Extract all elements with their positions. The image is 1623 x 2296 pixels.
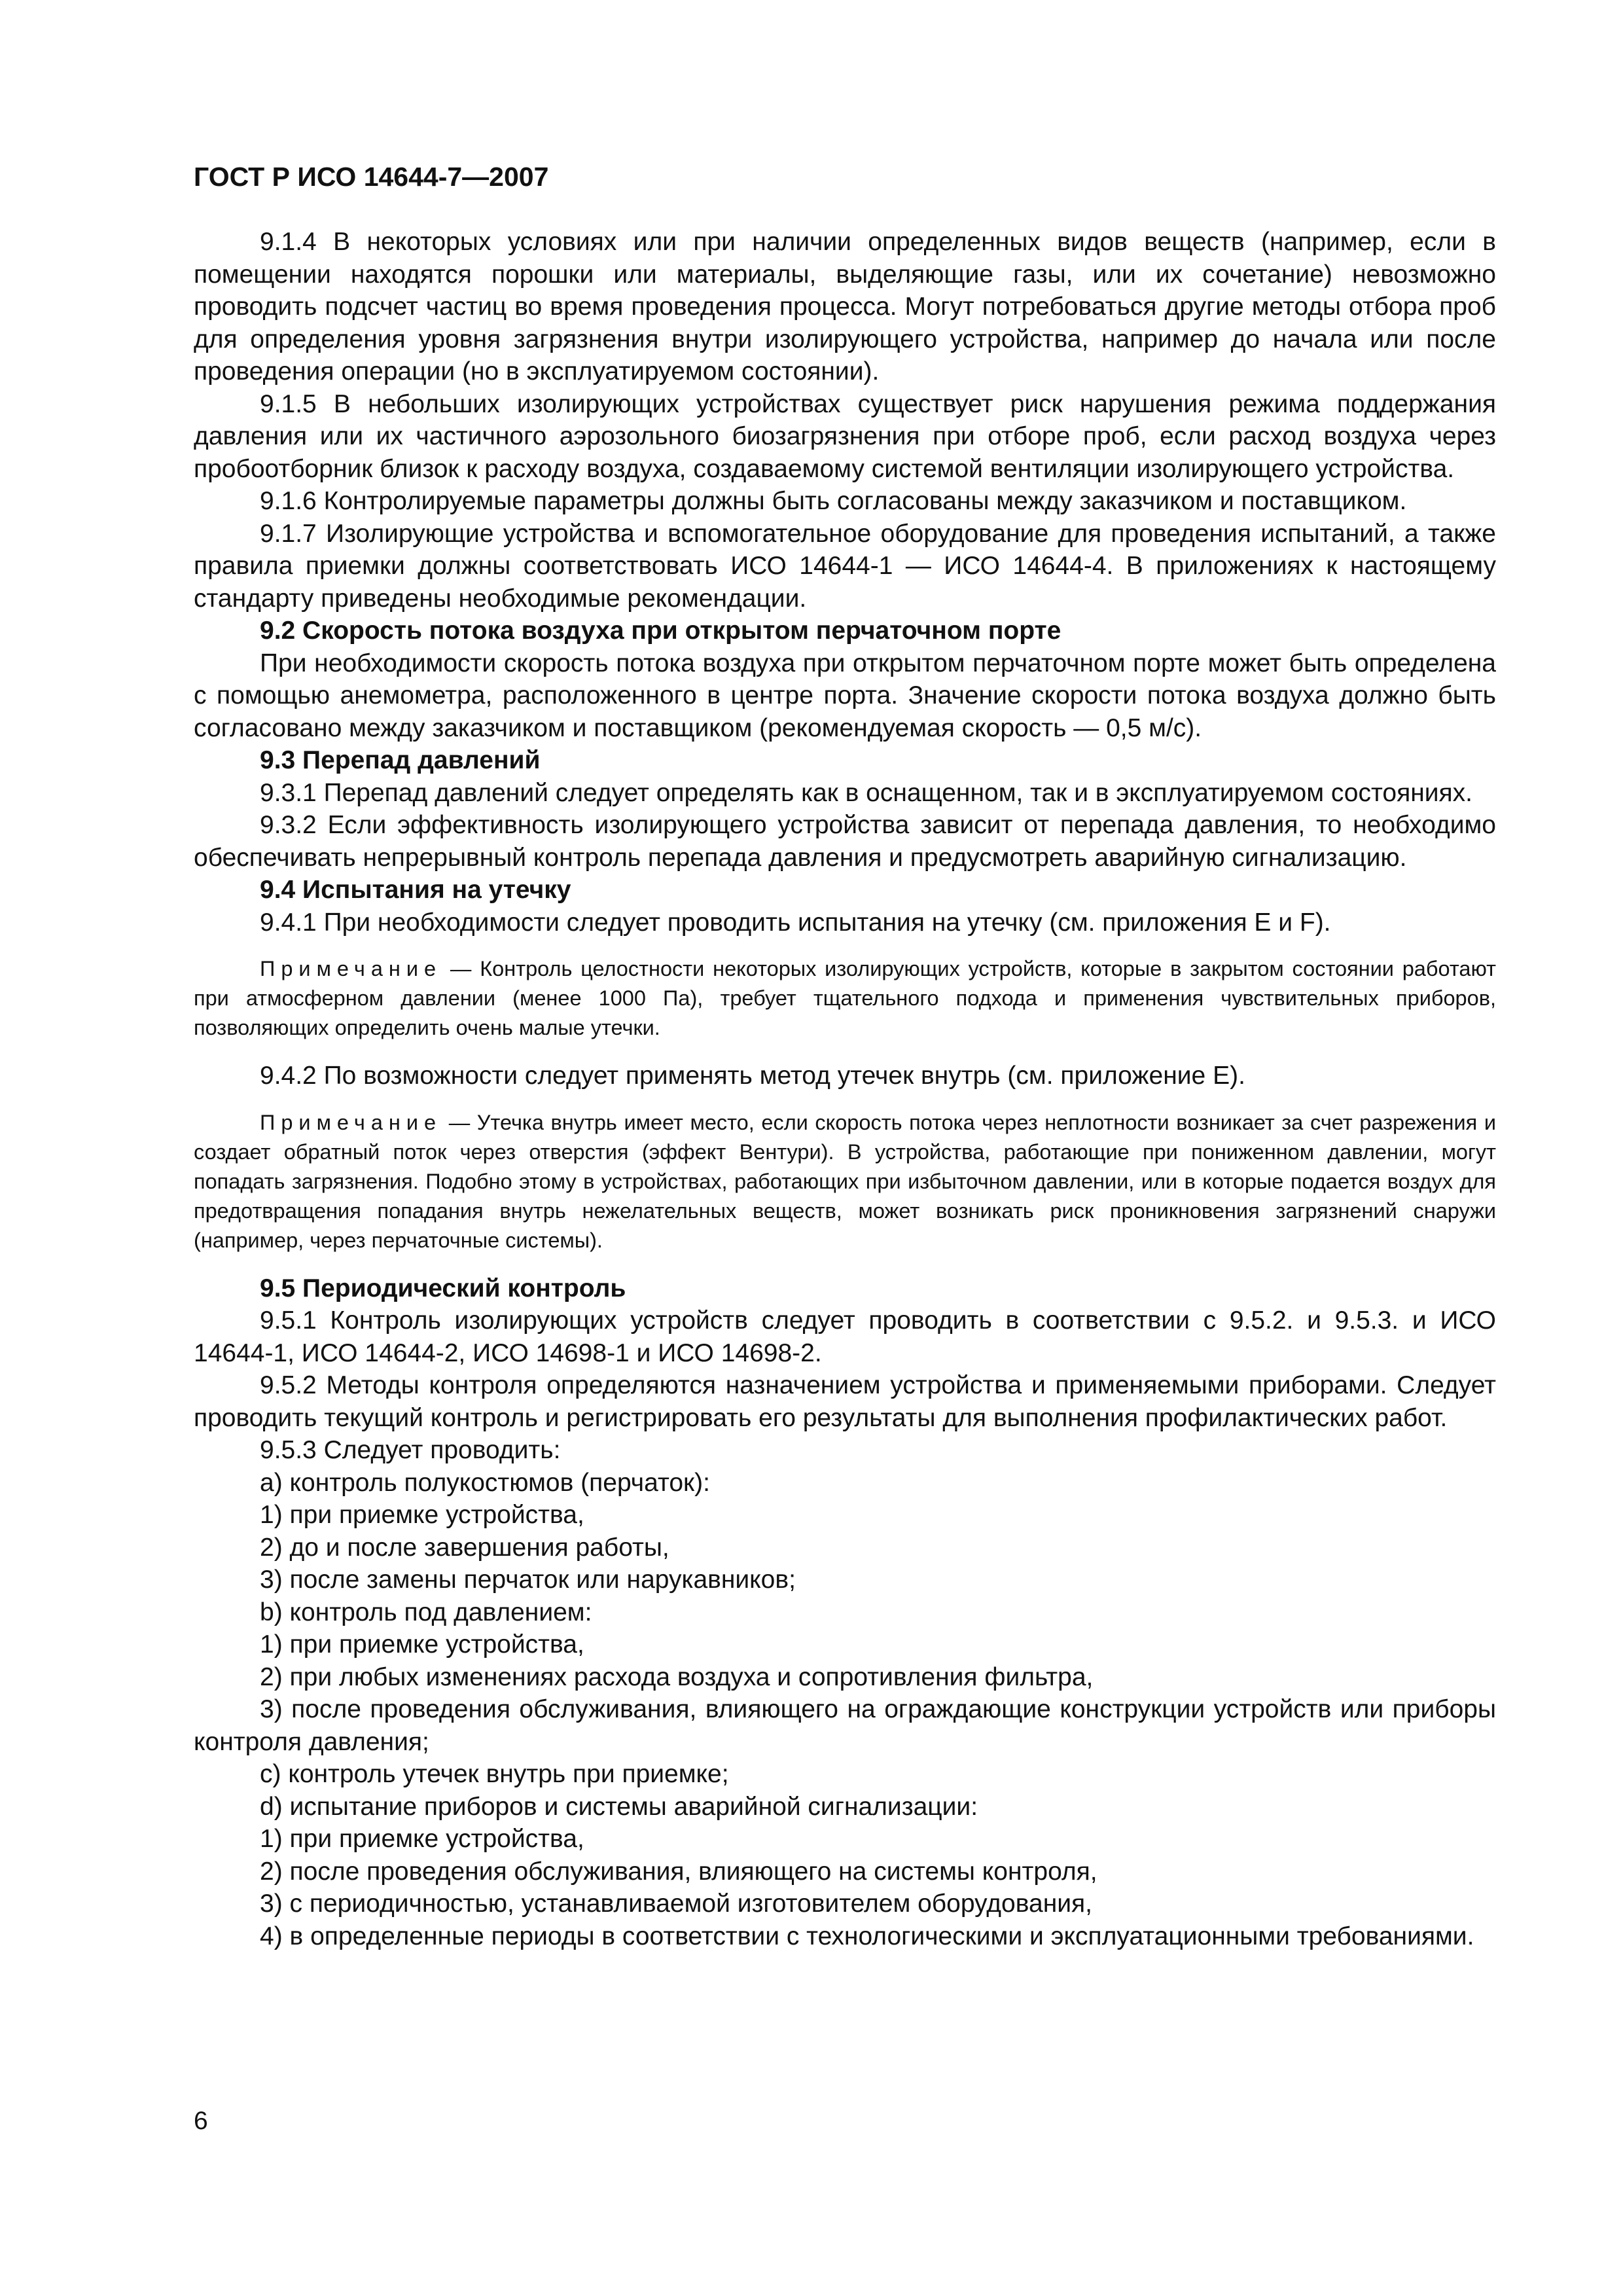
list-item: 2) после проведения обслуживания, влияющего на системы контроля, bbox=[260, 1857, 1097, 1886]
document-page bbox=[194, 160, 1496, 2189]
list-item: 3) после замены перчаток или нарукавников; bbox=[260, 1566, 796, 1594]
paragraph-9-5-2: 9.5.2 Методы контроля определяются назначением устройства и применяемыми приборами. Следует проводить текущий контроль и регистрировать его результаты для выполнения профилактических работ. bbox=[194, 1371, 1496, 1432]
paragraph-9-3-2: 9.3.2 Если эффективность изолирующего устройства зависит от перепада давления, то необходимо обеспечивать непрерывный контроль перепада давления и предусмотреть аварийную сигнализацию. bbox=[194, 811, 1496, 872]
list-item: b) контроль под давлением: bbox=[260, 1598, 592, 1626]
list-item: 2) до и после завершения работы, bbox=[260, 1533, 669, 1562]
list-item: 1) при приемке устройства, bbox=[260, 1501, 584, 1529]
list-item: 1) при приемке устройства, bbox=[260, 1630, 584, 1659]
list-item: 3) после проведения обслуживания, влияющего на ограждающие конструкции устройств или приборы контроля давления; bbox=[194, 1695, 1496, 1756]
list-item: 3) с периодичностью, устанавливаемой изготовителем оборудования, bbox=[260, 1890, 1092, 1918]
list-item: а) контроль полукостюмов (перчаток): bbox=[260, 1468, 710, 1497]
heading-9-3: 9.3 Перепад давлений bbox=[260, 746, 541, 774]
list-item: 4) в определенные периоды в соответствии с технологическими и эксплуатационными требованиями. bbox=[260, 1922, 1474, 1950]
paragraph-9-4-1: 9.4.1 При необходимости следует проводить испытания на утечку (см. приложения Е и F). bbox=[260, 908, 1331, 937]
note-1 bbox=[194, 954, 1496, 1043]
list-item: d) испытание приборов и системы аварийной сигнализации: bbox=[260, 1792, 978, 1821]
list-item: 2) при любых изменениях расхода воздуха и сопротивления фильтра, bbox=[260, 1662, 1094, 1691]
page-number: 6 bbox=[194, 2107, 208, 2135]
list-item: с) контроль утечек внутрь при приемке; bbox=[260, 1760, 729, 1788]
note-2-text: — Утечка внутрь имеет место, если скорость потока через неплотности возникает за счет разрежения и создает обратный поток через отверстия (эффект Вентури). В устройства, работающие при пониженном давлении, могут попадать загрязнения. Подобно этому в устройствах, работающих при избыточном давлении, или в которые подается воздух для предотвращения попадания внутрь нежелательных веществ, может возникать риск проникновения загрязнений снаружи (например, через перчаточные системы). bbox=[194, 1110, 1496, 1252]
paragraph-9-2: При необходимости скорость потока воздуха при открытом перчаточном порте может быть определена с помощью анемометра, расположенного в центре порта. Значение скорости потока воздуха должно быть согласовано между заказчиком и поставщиком (рекомендуемая скорость — 0,5 м/с). bbox=[194, 649, 1496, 742]
heading-9-5: 9.5 Периодический контроль bbox=[260, 1274, 626, 1302]
list-item: 1) при приемке устройства, bbox=[260, 1825, 584, 1853]
paragraph-9-1-4: 9.1.4 В некоторых условиях или при наличии определенных видов веществ (например, если в помещении находятся порошки или материалы, выделяющие газы, или их сочетание) невозможно проводить подсчет частиц во время проведения процесса. Могут потребоваться другие методы отбора проб для определения уровня загрязнения внутри изолирующего устройства, например до начала или после проведения операции (но в эксплуатируемом состоянии). bbox=[194, 228, 1496, 386]
note-1-text: — Контроль целостности некоторых изолирующих устройств, которые в закрытом состоянии работают при атмосферном давлении (менее 1000 Па), требует тщательного подхода и применения чувствительных приборов, позволяющих определить очень малые утечки. bbox=[194, 957, 1496, 1039]
paragraph-9-5-3: 9.5.3 Следует проводить: bbox=[260, 1436, 561, 1464]
paragraph-9-5-1: 9.5.1 Контроль изолирующих устройств следует проводить в соответствии с 9.5.2. и 9.5.3. и ИСО 14644-1, ИСО 14644-2, ИСО 14698-1 и ИСО 14698-2. bbox=[194, 1306, 1496, 1367]
paragraph-9-4-2: 9.4.2 По возможности следует применять метод утечек внутрь (см. приложение Е). bbox=[260, 1062, 1245, 1090]
heading-9-2: 9.2 Скорость потока воздуха при открытом перчаточном порте bbox=[260, 617, 1061, 645]
note-1-label: Примечание bbox=[260, 957, 442, 980]
note-2-label: Примечание bbox=[260, 1110, 442, 1134]
note-2 bbox=[194, 1108, 1496, 1255]
list-9-5-3 bbox=[194, 1467, 1496, 1953]
paragraph-9-3-1: 9.3.1 Перепад давлений следует определять как в оснащенном, так и в эксплуатируемом состояниях. bbox=[260, 778, 1472, 807]
paragraph-9-1-5: 9.1.5 В небольших изолирующих устройствах существует риск нарушения режима поддержания давления или их частичного аэрозольного биозагрязнения при отборе проб, если расход воздуха через пробоотборник близок к расходу воздуха, создаваемому системой вентиляции изолирующего устройства. bbox=[194, 389, 1496, 483]
paragraph-9-1-6: 9.1.6 Контролируемые параметры должны быть согласованы между заказчиком и поставщиком. bbox=[260, 487, 1407, 515]
paragraph-9-1-7: 9.1.7 Изолирующие устройства и вспомогательное оборудование для проведения испытаний, а также правила приемки должны соответствовать ИСО 14644-1 — ИСО 14644-4. В приложениях к настоящему стандарту приведены необходимые рекомендации. bbox=[194, 519, 1496, 613]
document-header-title: ГОСТ Р ИСО 14644-7—2007 bbox=[194, 162, 549, 192]
heading-9-4: 9.4 Испытания на утечку bbox=[260, 876, 571, 904]
